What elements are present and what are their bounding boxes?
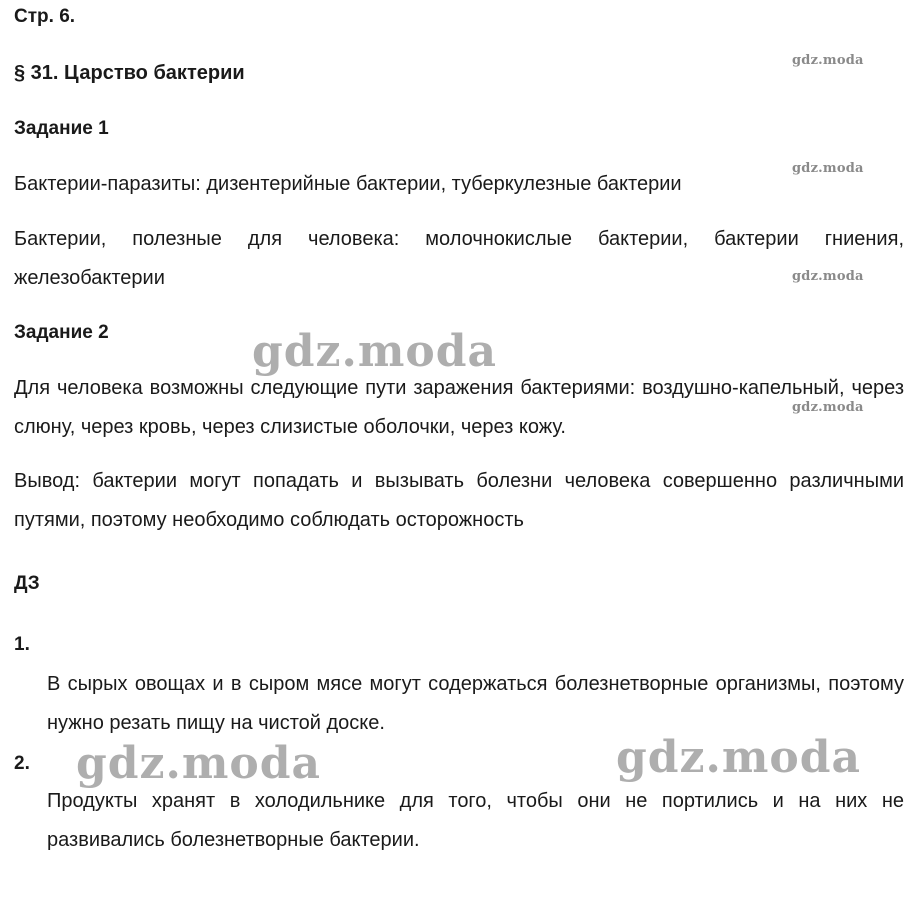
task1-heading: Задание 1 [14, 118, 109, 139]
watermark-large: gdz.moda [76, 738, 322, 789]
homework-item-2-text: Продукты хранят в холодильнике для того, чтобы они не портились и на них не развивались болезнетворные бактерии. [47, 790, 904, 851]
section-title: § 31. Царство бактерии [14, 62, 245, 84]
homework-item-1-number: 1. [14, 634, 30, 655]
homework-item-1-text: В сырых овощах и в сыром мясе могут содержаться болезнетворные организмы, поэтому нужно резать пищу на чистой доске. [47, 673, 904, 734]
watermark-small: gdz.moda [792, 161, 864, 176]
task2-paragraph-2: Вывод: бактерии могут попадать и вызывать болезни человека совершенно различными путями, поэтому необходимо соблюдать осторожность [14, 470, 904, 531]
task2-paragraph-1: Для человека возможны следующие пути заражения бактериями: воздушно-капельный, через слюну, через кровь, через слизистые оболочки, через кожу. [14, 377, 904, 438]
task2-heading: Задание 2 [14, 322, 109, 343]
watermark-small: gdz.moda [792, 400, 864, 415]
watermark-large: gdz.moda [616, 732, 862, 783]
task1-paragraph-2: Бактерии, полезные для человека: молочнокислые бактерии, бактерии гниения, железобактерии [14, 228, 904, 289]
watermark-large: gdz.moda [252, 326, 498, 377]
homework-heading: ДЗ [14, 573, 40, 594]
watermark-small: gdz.moda [792, 53, 864, 68]
page-number: Стр. 6. [14, 6, 76, 27]
watermark-small: gdz.moda [792, 269, 864, 284]
task1-paragraph-1: Бактерии-паразиты: дизентерийные бактерии, туберкулезные бактерии [14, 173, 682, 195]
homework-item-2-number: 2. [14, 753, 30, 774]
